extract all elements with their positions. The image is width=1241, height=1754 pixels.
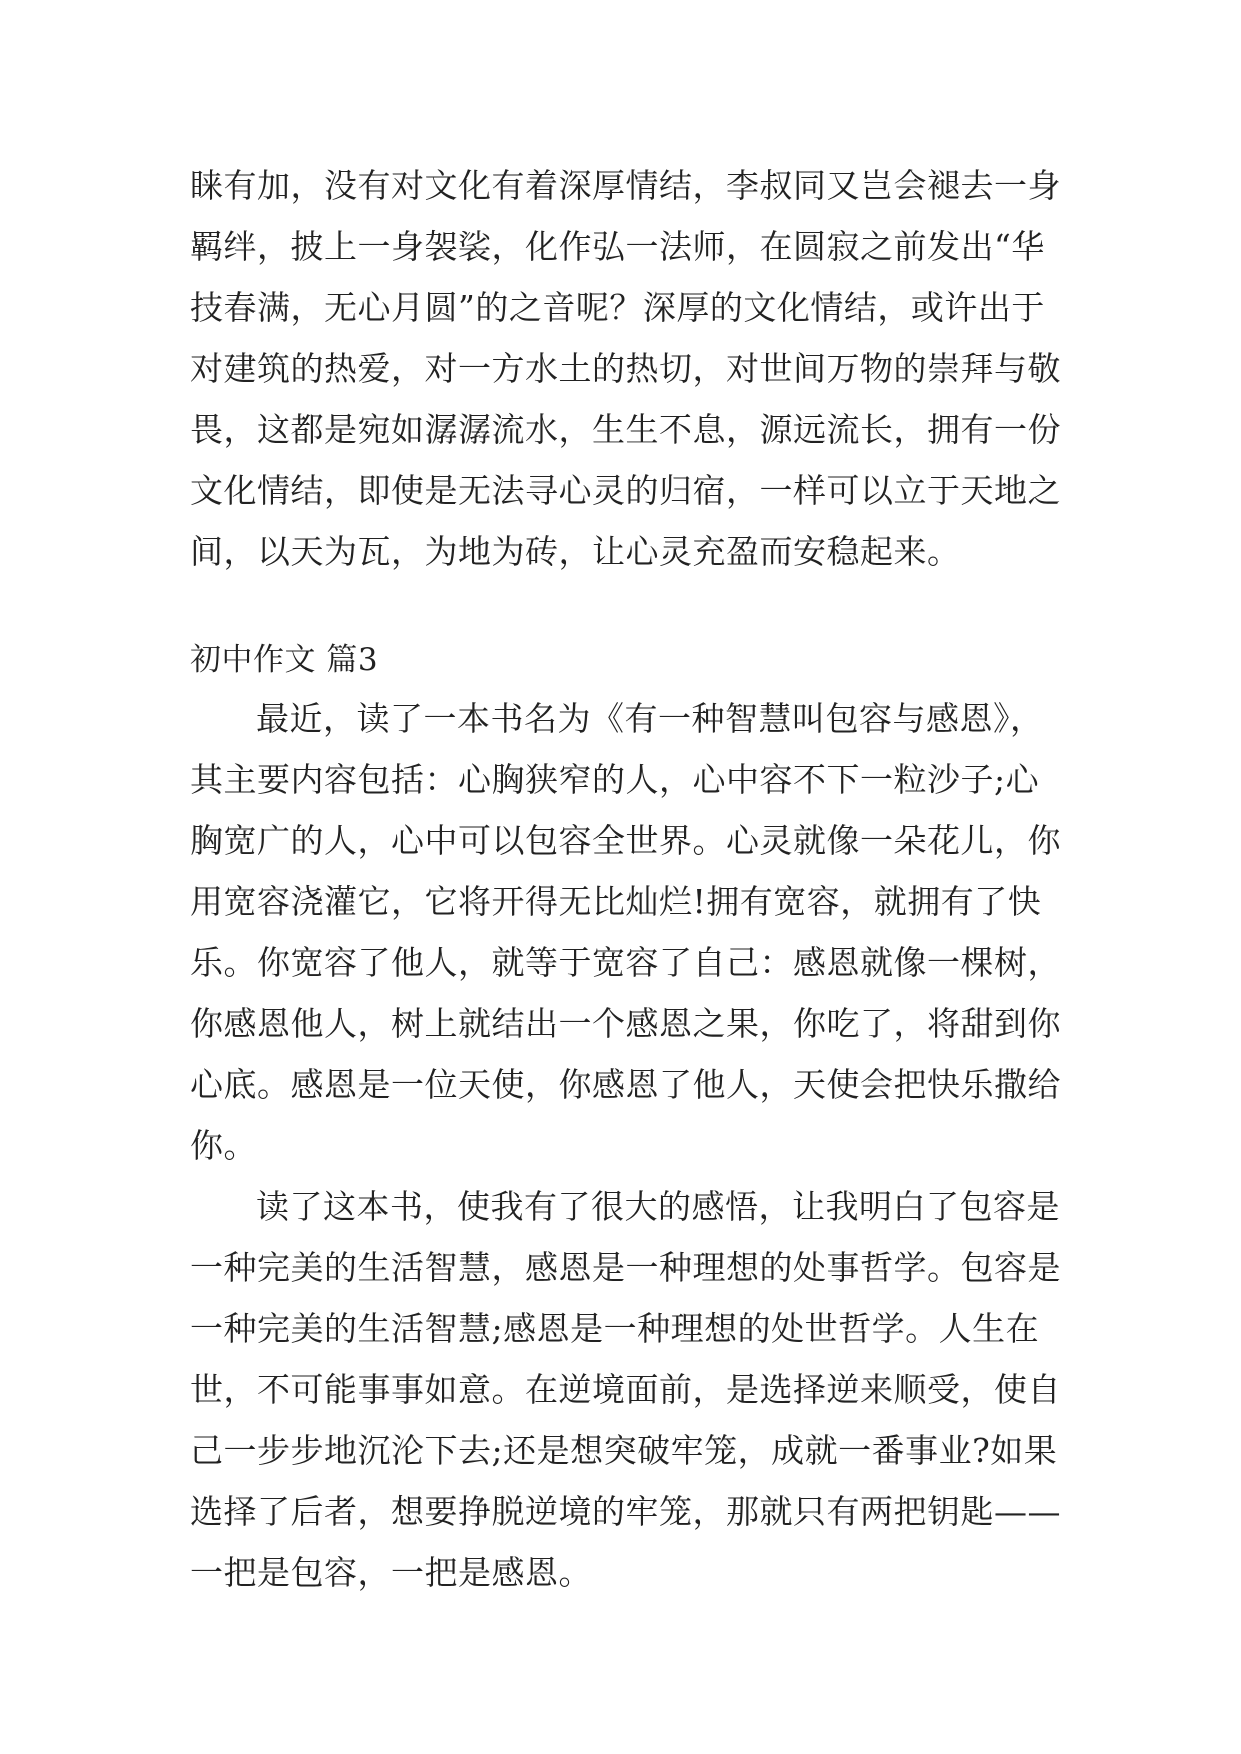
paragraph-line: 对建筑的热爱，对一方水土的热切，对世间万物的崇拜与敬 — [190, 349, 1061, 388]
paragraph-line: 你。 — [190, 1126, 257, 1165]
section-title-text: 初中作文 篇3 — [190, 642, 379, 678]
paragraph-line: 乐。你宽容了他人，就等于宽容了自己：感恩就像一棵树， — [190, 943, 1061, 982]
paragraph-line: 一种完美的生活智慧;感恩是一种理想的处世哲学。人生在 — [190, 1309, 1040, 1348]
section-title — [190, 630, 1070, 691]
paragraph-line: 其主要内容包括：心胸狭窄的人，心中容不下一粒沙子;心 — [190, 760, 1040, 799]
paragraph-line: 用宽容浇灌它，它将开得无比灿烂!拥有宽容，就拥有了快 — [190, 882, 1042, 921]
essay-body — [190, 688, 1070, 1603]
paragraph-line: 一把是包容，一把是感恩。 — [190, 1553, 592, 1592]
paragraph-line: 读了这本书，使我有了很大的感悟，让我明白了包容是 — [256, 1187, 1060, 1226]
paragraph-line: 最近，读了一本书名为《有一种智慧叫包容与感恩》， — [256, 699, 1044, 738]
paragraph-line: 文化情结，即使是无法寻心灵的归宿，一样可以立于天地之 — [190, 471, 1061, 510]
paragraph-line: 技春满，无心月圆”的之音呢？深厚的文化情结，或许出于 — [190, 288, 1045, 327]
paragraph-two — [190, 1176, 1070, 1603]
paragraph-line: 间，以天为瓦，为地为砖，让心灵充盈而安稳起来。 — [190, 532, 961, 571]
paragraph-line: 心底。感恩是一位天使，你感恩了他人，天使会把快乐撒给 — [190, 1065, 1061, 1104]
paragraph-line: 胸宽广的人，心中可以包容全世界。心灵就像一朵花儿，你 — [190, 821, 1061, 860]
continuation-paragraph — [190, 155, 1070, 582]
paragraph-line: 世，不可能事事如意。在逆境面前，是选择逆来顺受，使自 — [190, 1370, 1061, 1409]
paragraph-line: 一种完美的生活智慧，感恩是一种理想的处事哲学。包容是 — [190, 1248, 1061, 1287]
paragraph-line: 羁绊，披上一身袈裟，化作弘一法师，在圆寂之前发出“华 — [190, 227, 1045, 266]
paragraph-line: 选择了后者，想要挣脱逆境的牢笼，那就只有两把钥匙—— — [190, 1492, 1061, 1531]
paragraph-line: 睐有加，没有对文化有着深厚情结，李叔同又岂会褪去一身 — [190, 166, 1061, 205]
paragraph-one — [190, 688, 1070, 1176]
paragraph-line: 你感恩他人，树上就结出一个感恩之果，你吃了，将甜到你 — [190, 1004, 1061, 1043]
paragraph-line: 畏，这都是宛如潺潺流水，生生不息，源远流长，拥有一份 — [190, 410, 1061, 449]
paragraph-line: 己一步步地沉沦下去;还是想突破牢笼，成就一番事业?如果 — [190, 1431, 1058, 1470]
